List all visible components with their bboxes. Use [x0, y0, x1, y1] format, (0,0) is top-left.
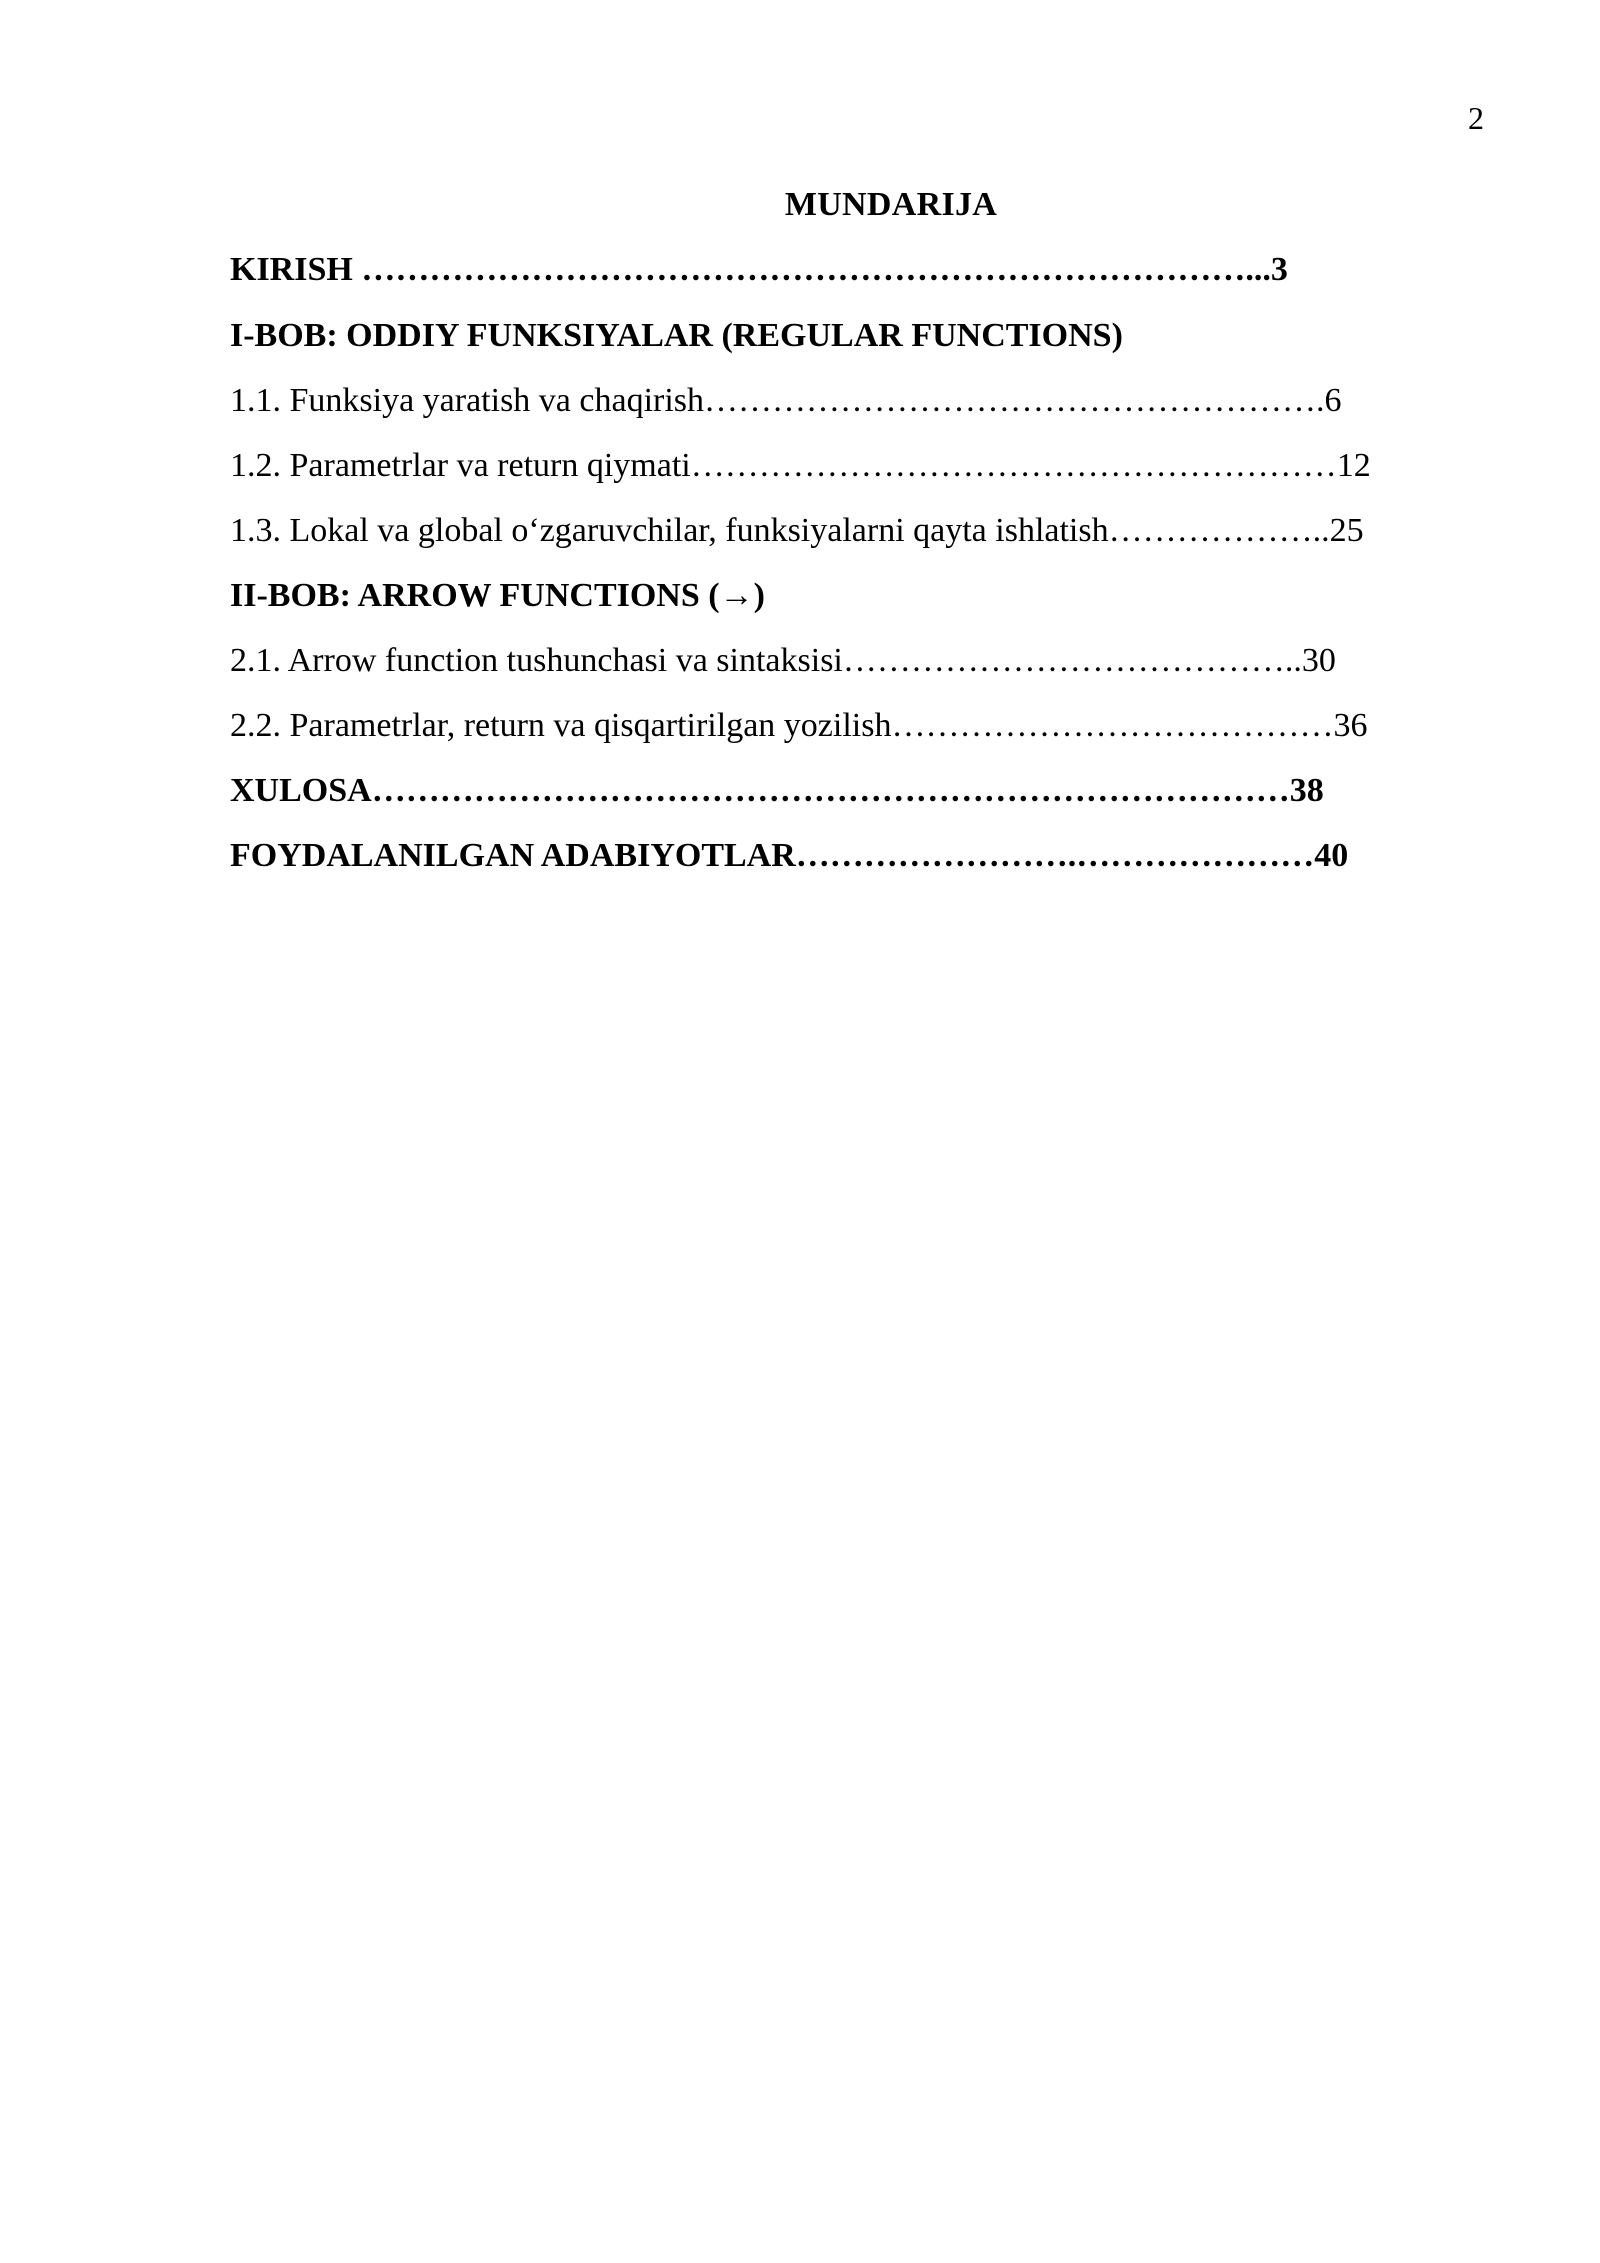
toc-entry-2-2: 2.2. Parametrlar, return va qisqartirilgan yozilish…………………………………36: [230, 707, 1368, 744]
toc-entry-1-2: 1.2. Parametrlar va return qiymati…………………………………………………12: [230, 447, 1371, 484]
toc-entry-introduction: KIRISH ……………………………………………………………………...3: [230, 251, 1288, 288]
toc-chapter-1-heading: I-BOB: ODDIY FUNKSIYALAR (REGULAR FUNCTIONS): [230, 317, 1123, 354]
toc-entry-1-1: 1.1. Funksiya yaratish va chaqirish……………………………………………….6: [230, 382, 1342, 419]
toc-entry-1-3: 1.3. Lokal va global o‘zgaruvchilar, funksiyalarni qayta ishlatish………………..25: [230, 512, 1364, 549]
toc-title: MUNDARIJA: [784, 186, 998, 223]
toc-chapter-2-heading: II-BOB: ARROW FUNCTIONS (→): [230, 577, 765, 614]
toc-entry-conclusion: XULOSA………………………………………………………………………38: [230, 772, 1324, 809]
toc-entry-2-1: 2.1. Arrow function tushunchasi va sintaksisi…………………………………..30: [230, 642, 1336, 679]
toc-entry-references: FOYDALANILGAN ADABIYOTLAR…………………….…………………40: [230, 837, 1349, 874]
page-number: 2: [1468, 100, 1484, 136]
